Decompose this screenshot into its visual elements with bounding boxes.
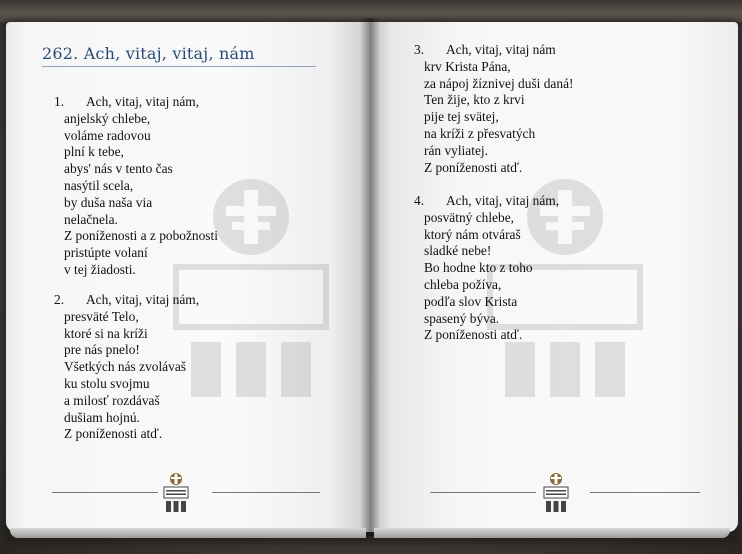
page-edge xyxy=(10,528,366,538)
verse-line: posvätný chlebe, xyxy=(424,209,514,225)
verse-line: anjelský chlebe, xyxy=(64,110,151,126)
verse-line: 4. Ach, vitaj, vitaj nám, xyxy=(414,193,560,208)
verse-line: rán vyliatej. xyxy=(424,142,488,158)
footer-rule xyxy=(590,492,700,493)
verse-number: 3. xyxy=(414,42,425,57)
verse-line: krv Krista Pána, xyxy=(424,58,511,74)
verse-line: 3. Ach, vitaj, vitaj nám xyxy=(414,42,556,57)
verse-2 xyxy=(54,292,199,443)
verse-line: ku stolu svojmu xyxy=(64,375,150,391)
verse-line: pre nás pnelo! xyxy=(64,342,140,358)
page-edge xyxy=(374,528,730,538)
verse-number: 2. xyxy=(54,292,65,307)
verse-line: Z poníženosti atď. xyxy=(424,327,523,343)
verse-number: 1. xyxy=(54,94,65,109)
footer-logo-icon xyxy=(542,472,570,514)
left-page xyxy=(6,22,374,532)
verse-line: v tej žiadosti. xyxy=(64,261,136,277)
verse-line: a milosť rozdávaš xyxy=(64,392,160,408)
verse-line: nelačnela. xyxy=(64,211,118,227)
verse-1 xyxy=(54,94,218,279)
footer-logo-icon xyxy=(162,472,190,514)
verse-line: za nápoj žíznivej duši daná! xyxy=(424,75,574,91)
background-frame xyxy=(0,0,742,22)
verse-line: dušiam hojnú. xyxy=(64,409,140,425)
verse-line: na kríži z přesvatých xyxy=(424,125,536,141)
verse-line: sladké nebe! xyxy=(424,243,492,259)
verse-line: Všetkých nás zvolávaš xyxy=(64,359,186,375)
verse-line: podľa slov Krista xyxy=(424,293,518,309)
verse-4 xyxy=(414,193,559,344)
footer-rule xyxy=(212,492,320,493)
verse-line: ktoré si na kríži xyxy=(64,325,148,341)
verse-line: pije tej svätej, xyxy=(424,109,499,125)
verse-line: Z poníženosti atď. xyxy=(424,159,523,175)
verse-line: by duša naša via xyxy=(64,194,153,210)
right-page xyxy=(370,22,738,532)
song-title: 262. Ach, vitaj, vitaj, nám xyxy=(42,44,255,63)
verse-line: abys' nás v tento čas xyxy=(64,161,173,177)
verse-number: 4. xyxy=(414,193,425,208)
verse-line: chleba požíva, xyxy=(424,276,502,292)
verse-line: voláme radovou xyxy=(64,127,151,143)
verse-line: Ten žije, kto z krvi xyxy=(424,92,525,108)
verse-line: 1. Ach, vitaj, vitaj nám, xyxy=(54,94,200,109)
verse-line: Bo hodne kto z toho xyxy=(424,260,533,276)
verse-line: 2. Ach, vitaj, vitaj nám, xyxy=(54,292,200,307)
verse-3 xyxy=(414,42,573,176)
verse-line: Z poníženosti atď. xyxy=(64,426,163,442)
verse-line: nasýtil scela, xyxy=(64,177,134,193)
footer-rule xyxy=(430,492,536,493)
verse-line: spasený býva. xyxy=(424,310,500,326)
title-underline xyxy=(42,66,316,67)
verse-line: pristúpte volaní xyxy=(64,245,148,261)
verse-line: ktorý nám otváraš xyxy=(424,226,521,242)
verse-line: plní k tebe, xyxy=(64,144,124,160)
footer-rule xyxy=(52,492,158,493)
verse-line: Z poníženosti a z pobožnosti xyxy=(64,228,218,244)
verse-line: presväté Telo, xyxy=(64,308,139,324)
